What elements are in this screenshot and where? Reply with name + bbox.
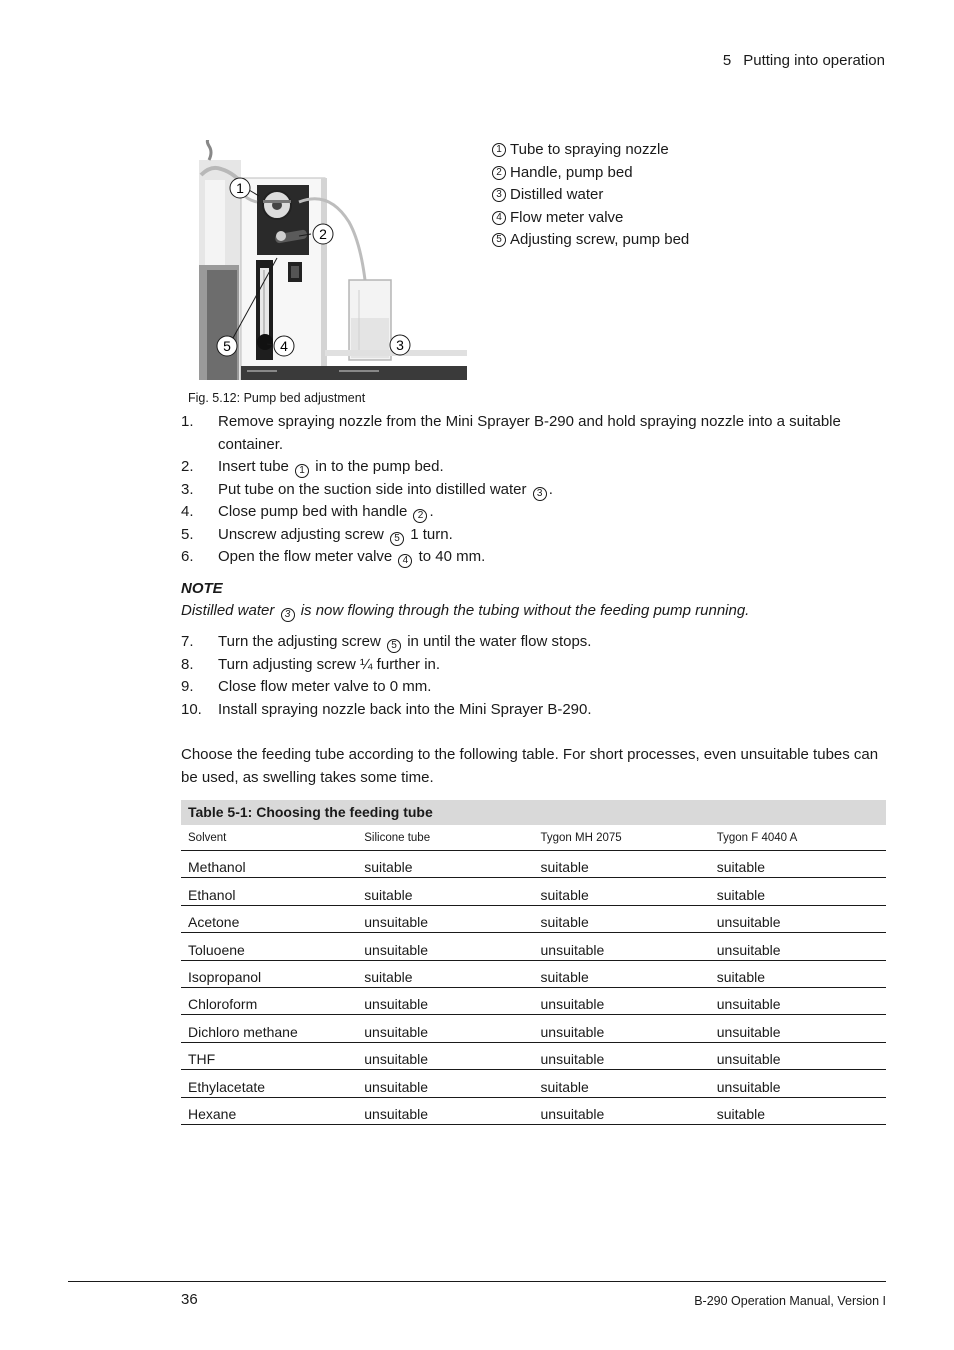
svg-text:1: 1 — [236, 180, 244, 196]
column-header: Tygon MH 2075 — [534, 825, 710, 851]
table-row: Toluoene unsuitable unsuitable unsuitable — [181, 933, 886, 960]
table-row: Ethylacetate unsuitable suitable unsuitable — [181, 1070, 886, 1097]
callout-number: 3 — [492, 188, 506, 202]
document-title: B-290 Operation Manual, Version I — [694, 1294, 886, 1308]
ref-number: 4 — [398, 554, 412, 568]
table-row: Dichloro methane unsuitable unsuitable unsuitable — [181, 1015, 886, 1042]
callout-number: 1 — [492, 143, 506, 157]
ref-number: 3 — [281, 608, 295, 622]
callout-number: 4 — [492, 211, 506, 225]
procedure-steps-part2 — [181, 631, 881, 721]
legend-item — [492, 162, 689, 185]
table-header-row — [181, 825, 886, 851]
legend-text: Handle, pump bed — [510, 163, 633, 181]
intro-paragraph: Choose the feeding tube according to the following table. For short processes, even unsuitable tubes can be used, as swelling takes some time. — [181, 746, 879, 786]
callout-number: 5 — [492, 233, 506, 247]
svg-text:5: 5 — [223, 338, 231, 354]
list-item: 4. Close pump bed with handle 2 . — [181, 503, 434, 521]
ref-number: 1 — [295, 464, 309, 478]
ref-number: 5 — [390, 532, 404, 546]
legend-item — [492, 207, 689, 230]
svg-text:3: 3 — [396, 337, 404, 353]
legend-text: Adjusting screw, pump bed — [510, 231, 690, 248]
list-item: 2. Insert tube 1 in to the pump bed. — [181, 458, 444, 476]
column-header: Solvent — [181, 825, 357, 851]
table-row: Ethanol suitable suitable suitable — [181, 878, 886, 905]
legend-text: Distilled water — [510, 186, 604, 203]
list-item: 1. Remove spraying nozzle from the Mini Sprayer B-290 and hold spraying nozzle into a suitable container. — [181, 413, 841, 453]
ref-number: 3 — [533, 487, 547, 501]
callout-number: 2 — [492, 166, 506, 180]
note-body: Distilled water 3 is now flowing through the tubing without the feeding pump running. — [181, 602, 750, 620]
table-row: Acetone unsuitable suitable unsuitable — [181, 905, 886, 932]
legend-item — [492, 139, 689, 162]
table-row: Methanol suitable suitable suitable — [181, 851, 886, 878]
svg-text:2: 2 — [319, 226, 327, 242]
note-title: NOTE — [181, 580, 223, 597]
callout-3 — [390, 335, 410, 355]
ref-number: 5 — [387, 639, 401, 653]
feeding-tube-table — [181, 800, 886, 1125]
footer-divider — [68, 1281, 886, 1282]
chapter-number: 5 — [722, 52, 732, 69]
page-header — [723, 52, 885, 69]
figure-caption: Fig. 5.12: Pump bed adjustment — [188, 391, 366, 405]
list-item: 9. Close flow meter valve to 0 mm. — [181, 678, 432, 695]
list-item: 5. Unscrew adjusting screw 5 1 turn. — [181, 525, 453, 544]
chapter-title: Putting into operation — [743, 52, 885, 69]
legend-item — [492, 184, 689, 207]
procedure-steps-part1 — [181, 411, 881, 569]
table-row: Isopropanol suitable suitable suitable — [181, 960, 886, 987]
list-item: 10. Install spraying nozzle back into the Mini Sprayer B-290. — [181, 700, 592, 718]
legend-text: Tube to spraying nozzle — [510, 141, 669, 158]
legend-item — [492, 229, 689, 252]
table-row: THF unsuitable unsuitable unsuitable — [181, 1042, 886, 1069]
callout-4 — [274, 336, 294, 356]
list-item: 8. Turn adjusting screw ¼ further in. — [181, 655, 441, 673]
svg-text:4: 4 — [280, 338, 288, 354]
table-row: Chloroform unsuitable unsuitable unsuitable — [181, 987, 886, 1014]
page-number: 36 — [181, 1291, 198, 1308]
callout-5 — [217, 336, 237, 356]
table-caption: Table 5-1: Choosing the feeding tube — [181, 800, 886, 825]
note-box — [181, 578, 891, 622]
callout-2 — [313, 224, 333, 244]
column-header: Silicone tube — [357, 825, 533, 851]
figure-legend — [492, 139, 689, 252]
callout-1 — [230, 178, 250, 198]
ref-number: 2 — [413, 509, 427, 523]
legend-text: Flow meter valve — [510, 208, 624, 226]
column-header: Tygon F 4040 A — [710, 825, 886, 851]
list-item: 7. Turn the adjusting screw 5 in until the water flow stops. — [181, 633, 592, 651]
list-item: 6. Open the flow meter valve 4 to 40 mm. — [181, 548, 486, 566]
pump-bed-figure — [199, 140, 467, 380]
table-row: Hexane unsuitable unsuitable suitable — [181, 1097, 886, 1124]
list-item: 3. Put tube on the suction side into distilled water 3 . — [181, 480, 553, 499]
